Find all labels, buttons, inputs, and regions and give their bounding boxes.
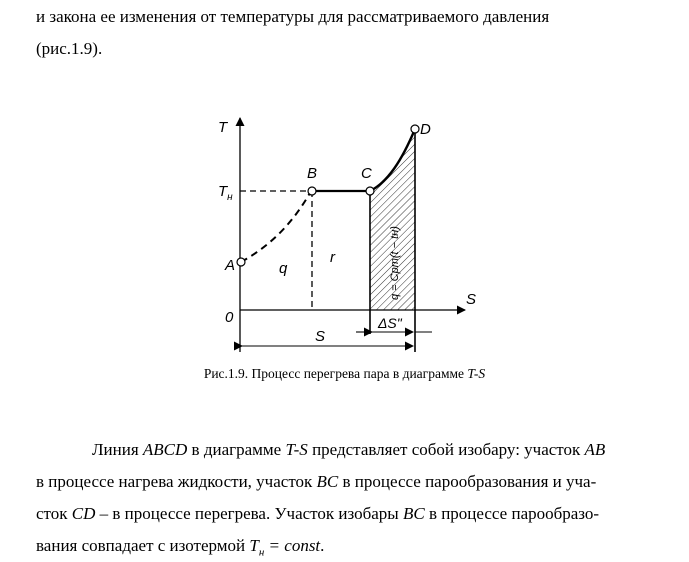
para-line-1: Линия ABCD в диаграмме T-S представляет собой изобару: участок AB xyxy=(92,440,606,459)
point-d-marker xyxy=(411,125,419,133)
axis-t-label: T xyxy=(218,119,228,136)
caption-ts: T-S xyxy=(467,366,486,381)
r-label: r xyxy=(330,249,335,266)
intro-line-2: (рис.1.9). xyxy=(36,39,103,58)
point-c-label: C xyxy=(361,165,372,182)
para-line-3: сток CD – в процессе перегрева. Участок изобары BC в процессе парообразо- xyxy=(36,504,600,523)
point-a-label: A xyxy=(225,257,236,274)
point-c-marker xyxy=(366,187,374,195)
point-d-label: D xyxy=(420,121,431,138)
axis-s-label: S xyxy=(466,291,477,308)
intro-line-1: и закона ее изменения от температуры для рассматриваемого давления xyxy=(36,7,550,26)
s-dimension-label: S xyxy=(315,328,326,345)
point-a-marker xyxy=(237,258,245,266)
ds-dimension-label: ΔS" xyxy=(378,315,402,331)
curve-ab xyxy=(241,191,311,262)
q-label: q xyxy=(279,260,288,277)
figure-caption: Рис.1.9. Процесс перегрева пара в диаграмме T-S xyxy=(203,366,486,381)
tn-label: $T_н$ xyxy=(218,183,233,203)
point-b-marker xyxy=(308,187,316,195)
para-line-2: в процессе нагрева жидкости, участок BC в процессе парообразования и уча- xyxy=(36,472,597,491)
point-b-label: B xyxy=(307,165,318,182)
para-line-4: вания совпадает с изотермой $T_н$ = const. xyxy=(36,536,325,559)
shaded-formula: q = Cpm(t − tн) xyxy=(389,226,401,300)
origin-label: 0 xyxy=(225,309,234,326)
